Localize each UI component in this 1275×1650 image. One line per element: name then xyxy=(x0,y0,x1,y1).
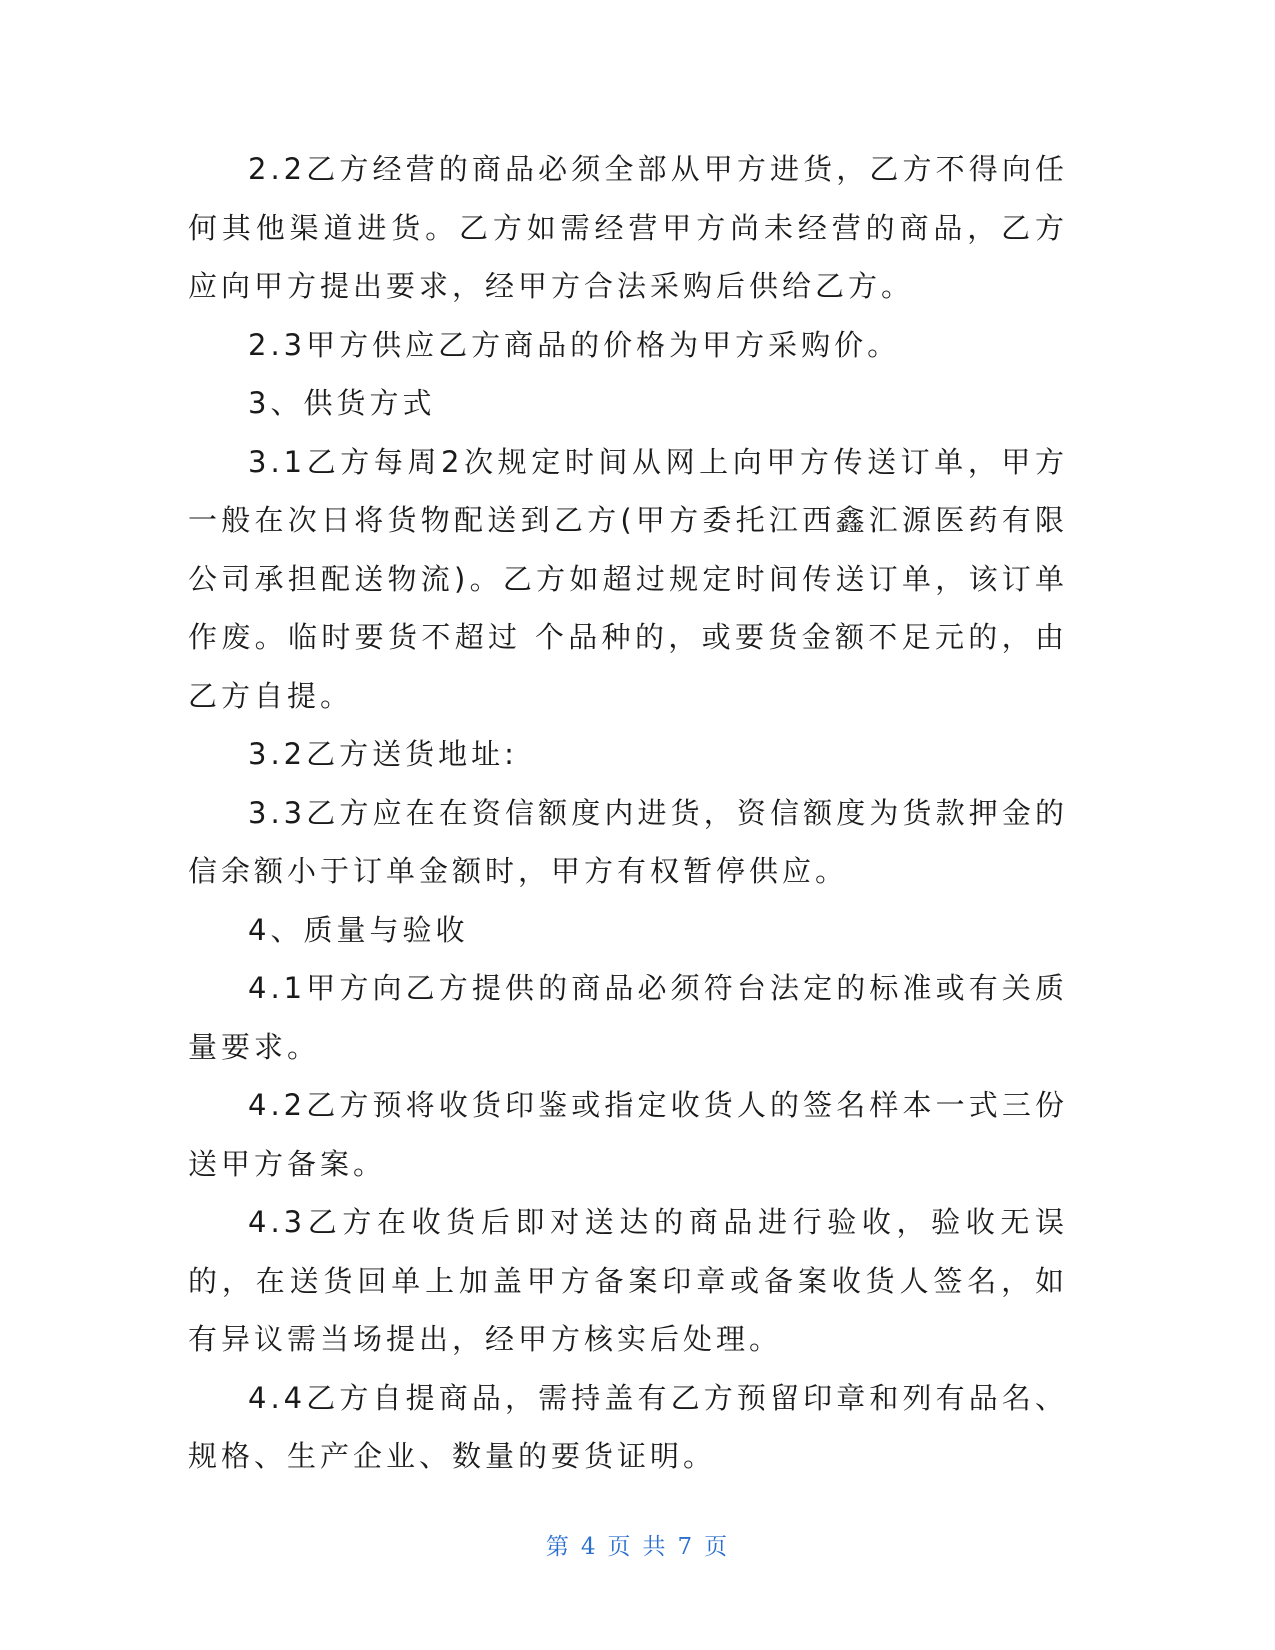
paragraph-3-3: 3.3乙方应在在资信额度内进货，资信额度为货款押金的信余额小于订单金额时，甲方有权暂停供应。 xyxy=(188,795,1068,888)
footer-label-unit-end: 页 xyxy=(704,1534,730,1560)
footer-label-total: 共 xyxy=(642,1534,668,1560)
paragraph-3-2: 3.2乙方送货地址: xyxy=(248,737,518,771)
paragraph-2-3: 2.3甲方供应乙方商品的价格为甲方采购价。 xyxy=(248,327,901,362)
footer-label-page: 第 xyxy=(545,1534,571,1560)
document-body xyxy=(188,140,1068,1486)
paragraph-4-2: 4.2乙方预将收货印鉴或指定收货人的签名样本一式三份送甲方备案。 xyxy=(188,1088,1068,1181)
paragraph-4-1: 4.1甲方向乙方提供的商品必须符台法定的标准或有关质量要求。 xyxy=(188,971,1068,1064)
section-heading-supply-method: 3、供货方式 xyxy=(248,386,436,420)
section-heading-quality-acceptance: 4、质量与验收 xyxy=(248,912,469,947)
footer-label-unit: 页 xyxy=(607,1534,633,1560)
paragraph-4-3: 4.3乙方在收货后即对送达的商品进行验收，验收无误的，在送货回单上加盖甲方备案印章或备案收货人签名，如有异议需当场提出，经甲方核实后处理。 xyxy=(188,1205,1068,1356)
page-number-footer xyxy=(0,1528,1275,1561)
paragraph-4-4: 4.4乙方自提商品，需持盖有乙方预留印章和列有品名、规格、生产企业、数量的要货证明。 xyxy=(188,1380,1068,1473)
footer-total-pages: 7 xyxy=(677,1534,695,1560)
paragraph-2-2: 2.2乙方经营的商品必须全部从甲方进货，乙方不得向任何其他渠道进货。乙方如需经营甲方尚未经营的商品，乙方应向甲方提出要求，经甲方合法采购后供给乙方。 xyxy=(188,152,1068,303)
paragraph-3-1: 3.1乙方每周2次规定时间从网上向甲方传送订单，甲方一般在次日将货物配送到乙方(甲方委托江西鑫汇源医药有限公司承担配送物流)。乙方如超过规定时间传送订单，该订单作废。临时要货不超过 个品种的，或要货金额不足元的，由乙方自提。 xyxy=(188,444,1068,713)
footer-current-page: 4 xyxy=(580,1534,598,1560)
